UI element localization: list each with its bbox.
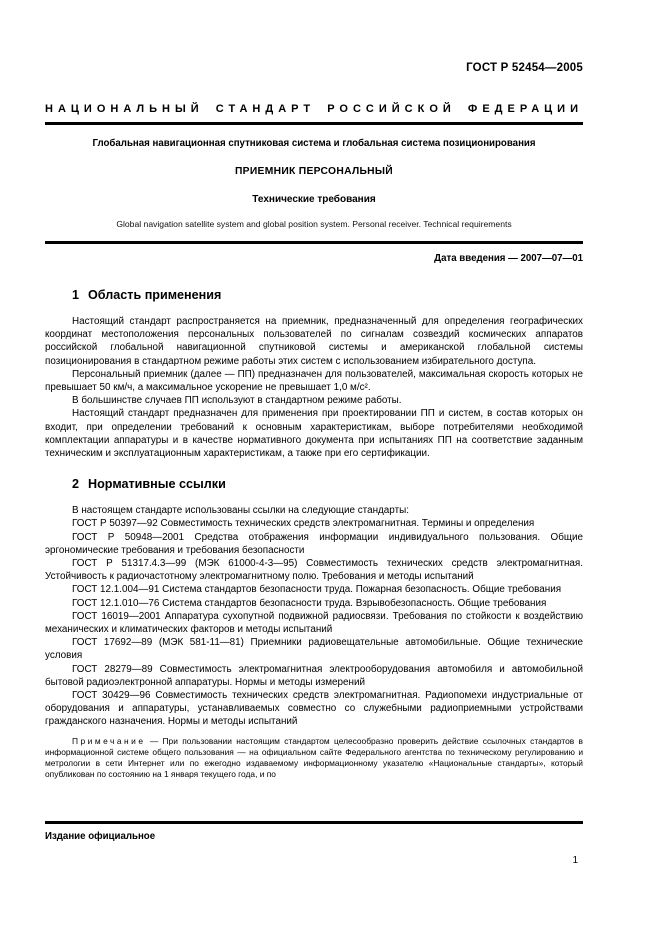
reference-item: ГОСТ Р 50948—2001 Средства отображения информации индивидуального пользования. Общие эргономические требования и требования безопасности <box>45 531 583 556</box>
references-intro: В настоящем стандарте использованы ссылки на следующие стандарты: <box>72 505 409 517</box>
doc-subtitle: Технические требования <box>252 194 376 205</box>
divider-top <box>45 122 583 125</box>
section-references-heading <box>72 477 583 491</box>
reference-item: ГОСТ Р 51317.4.3—99 (МЭК 61000-4-3—95) Совместимость технических средств электромагнитная. Устойчивость к радиочастотному электромагнитному полю. Требования и методы испытаний <box>45 558 583 583</box>
effective-date: Дата введения — 2007—07—01 <box>434 253 583 264</box>
edition-label: Издание официальное <box>45 831 156 842</box>
reference-item: ГОСТ 12.1.010—76 Система стандартов безопасности труда. Взрывобезопасность. Общие требования <box>72 597 547 609</box>
reference-item: ГОСТ 16019—2001 Аппаратура сухопутной подвижной радиосвязи. Требования по стойкости к воздействию механических и климатических факторов и методы испытаний <box>45 610 583 636</box>
divider-footer <box>45 821 583 824</box>
reference-item: ГОСТ 28279—89 Совместимость электромагнитная электрооборудования автомобиля и автомобильной бытовой радиоэлектронной аппаратуры. Нормы и методы измерений <box>45 663 583 688</box>
section-scope-title: Область применения <box>88 288 222 302</box>
section-references-number: 2 <box>72 477 80 492</box>
doc-title: ПРИЕМНИК ПЕРСОНАЛЬНЫЙ <box>234 166 393 177</box>
reference-item: ГОСТ 12.1.004—91 Система стандартов безопасности труда. Пожарная безопасность. Общие требования <box>72 584 562 596</box>
scope-paragraph: Настоящий стандарт распространяется на приемник, предназначенный для определения географических координат местоположения персональных пользователей по сигналам созвездий космических аппаратов российской глобальной навигационной спутниковой системы и американской глобальной системы позиционирования в стандартном режиме работы этих систем с использованием избирательного доступа. <box>45 316 583 367</box>
reference-item: ГОСТ 30429—96 Совместимость технических средств электромагнитная. Радиопомехи индустриальные от оборудования и аппаратуры, устанавливаемых совместно со служебными радиоприемными устройствами гражданского назначения. Нормы и методы испытаний <box>45 690 583 728</box>
doc-title-english: Global navigation satellite system and global position system. Personal receiver. Technical requirements <box>116 219 512 229</box>
doc-code: ГОСТ Р 52454—2005 <box>466 62 583 74</box>
divider-header <box>45 241 583 244</box>
page-footer <box>45 821 583 866</box>
standard-type-heading: НАЦИОНАЛЬНЫЙ СТАНДАРТ РОССИЙСКОЙ ФЕДЕРАЦИИ <box>45 103 583 115</box>
section-scope-number: 1 <box>72 288 80 302</box>
reference-item: ГОСТ Р 50397—92 Совместимость технических средств электромагнитная. Термины и определения <box>72 518 535 530</box>
note-text: — При пользовании настоящим стандартом целесообразно проверить действие ссылочных стандартов в информационной системе общего пользования — на официальном сайте Федерального агентства по техническому регулированию и метрологии в сети Интернет или по ежегодно издаваемому информационному указателю «Национальные стандарты», который опубликован по состоянию на 1 января текущего года, и по <box>45 735 584 780</box>
scope-paragraph: Настоящий стандарт предназначен для применения при проектировании ПП и систем, в состав которых он входит, при определении требований к основным характеристикам, выборе потребителями необходимой комплектации аппаратуры и в качестве нормативного документа при испытаниях ПП на соответствие заданным техническим и эксплуатационным характеристикам, а также при его сертификации. <box>45 408 583 460</box>
scope-paragraph: Персональный приемник (далее — ПП) предназначен для пользователей, максимальная скорость которых не превышает 50 км/ч, а максимальное ускорение не превышает 1,0 м/с². <box>45 368 583 394</box>
subject-title: Глобальная навигационная спутниковая система и глобальная система позиционирования <box>92 138 536 149</box>
note-label: Примечание <box>72 735 146 746</box>
page-number: 1 <box>572 855 578 866</box>
references-note <box>45 736 583 781</box>
reference-item: ГОСТ 17692—89 (МЭК 581-11—81) Приемники радиовещательные автомобильные. Общие технические условия <box>45 637 583 662</box>
section-scope-heading <box>72 288 583 302</box>
section-references-title: Нормативные ссылки <box>88 477 226 492</box>
scope-paragraph: В большинстве случаев ПП используют в стандартном режиме работы. <box>72 395 402 407</box>
